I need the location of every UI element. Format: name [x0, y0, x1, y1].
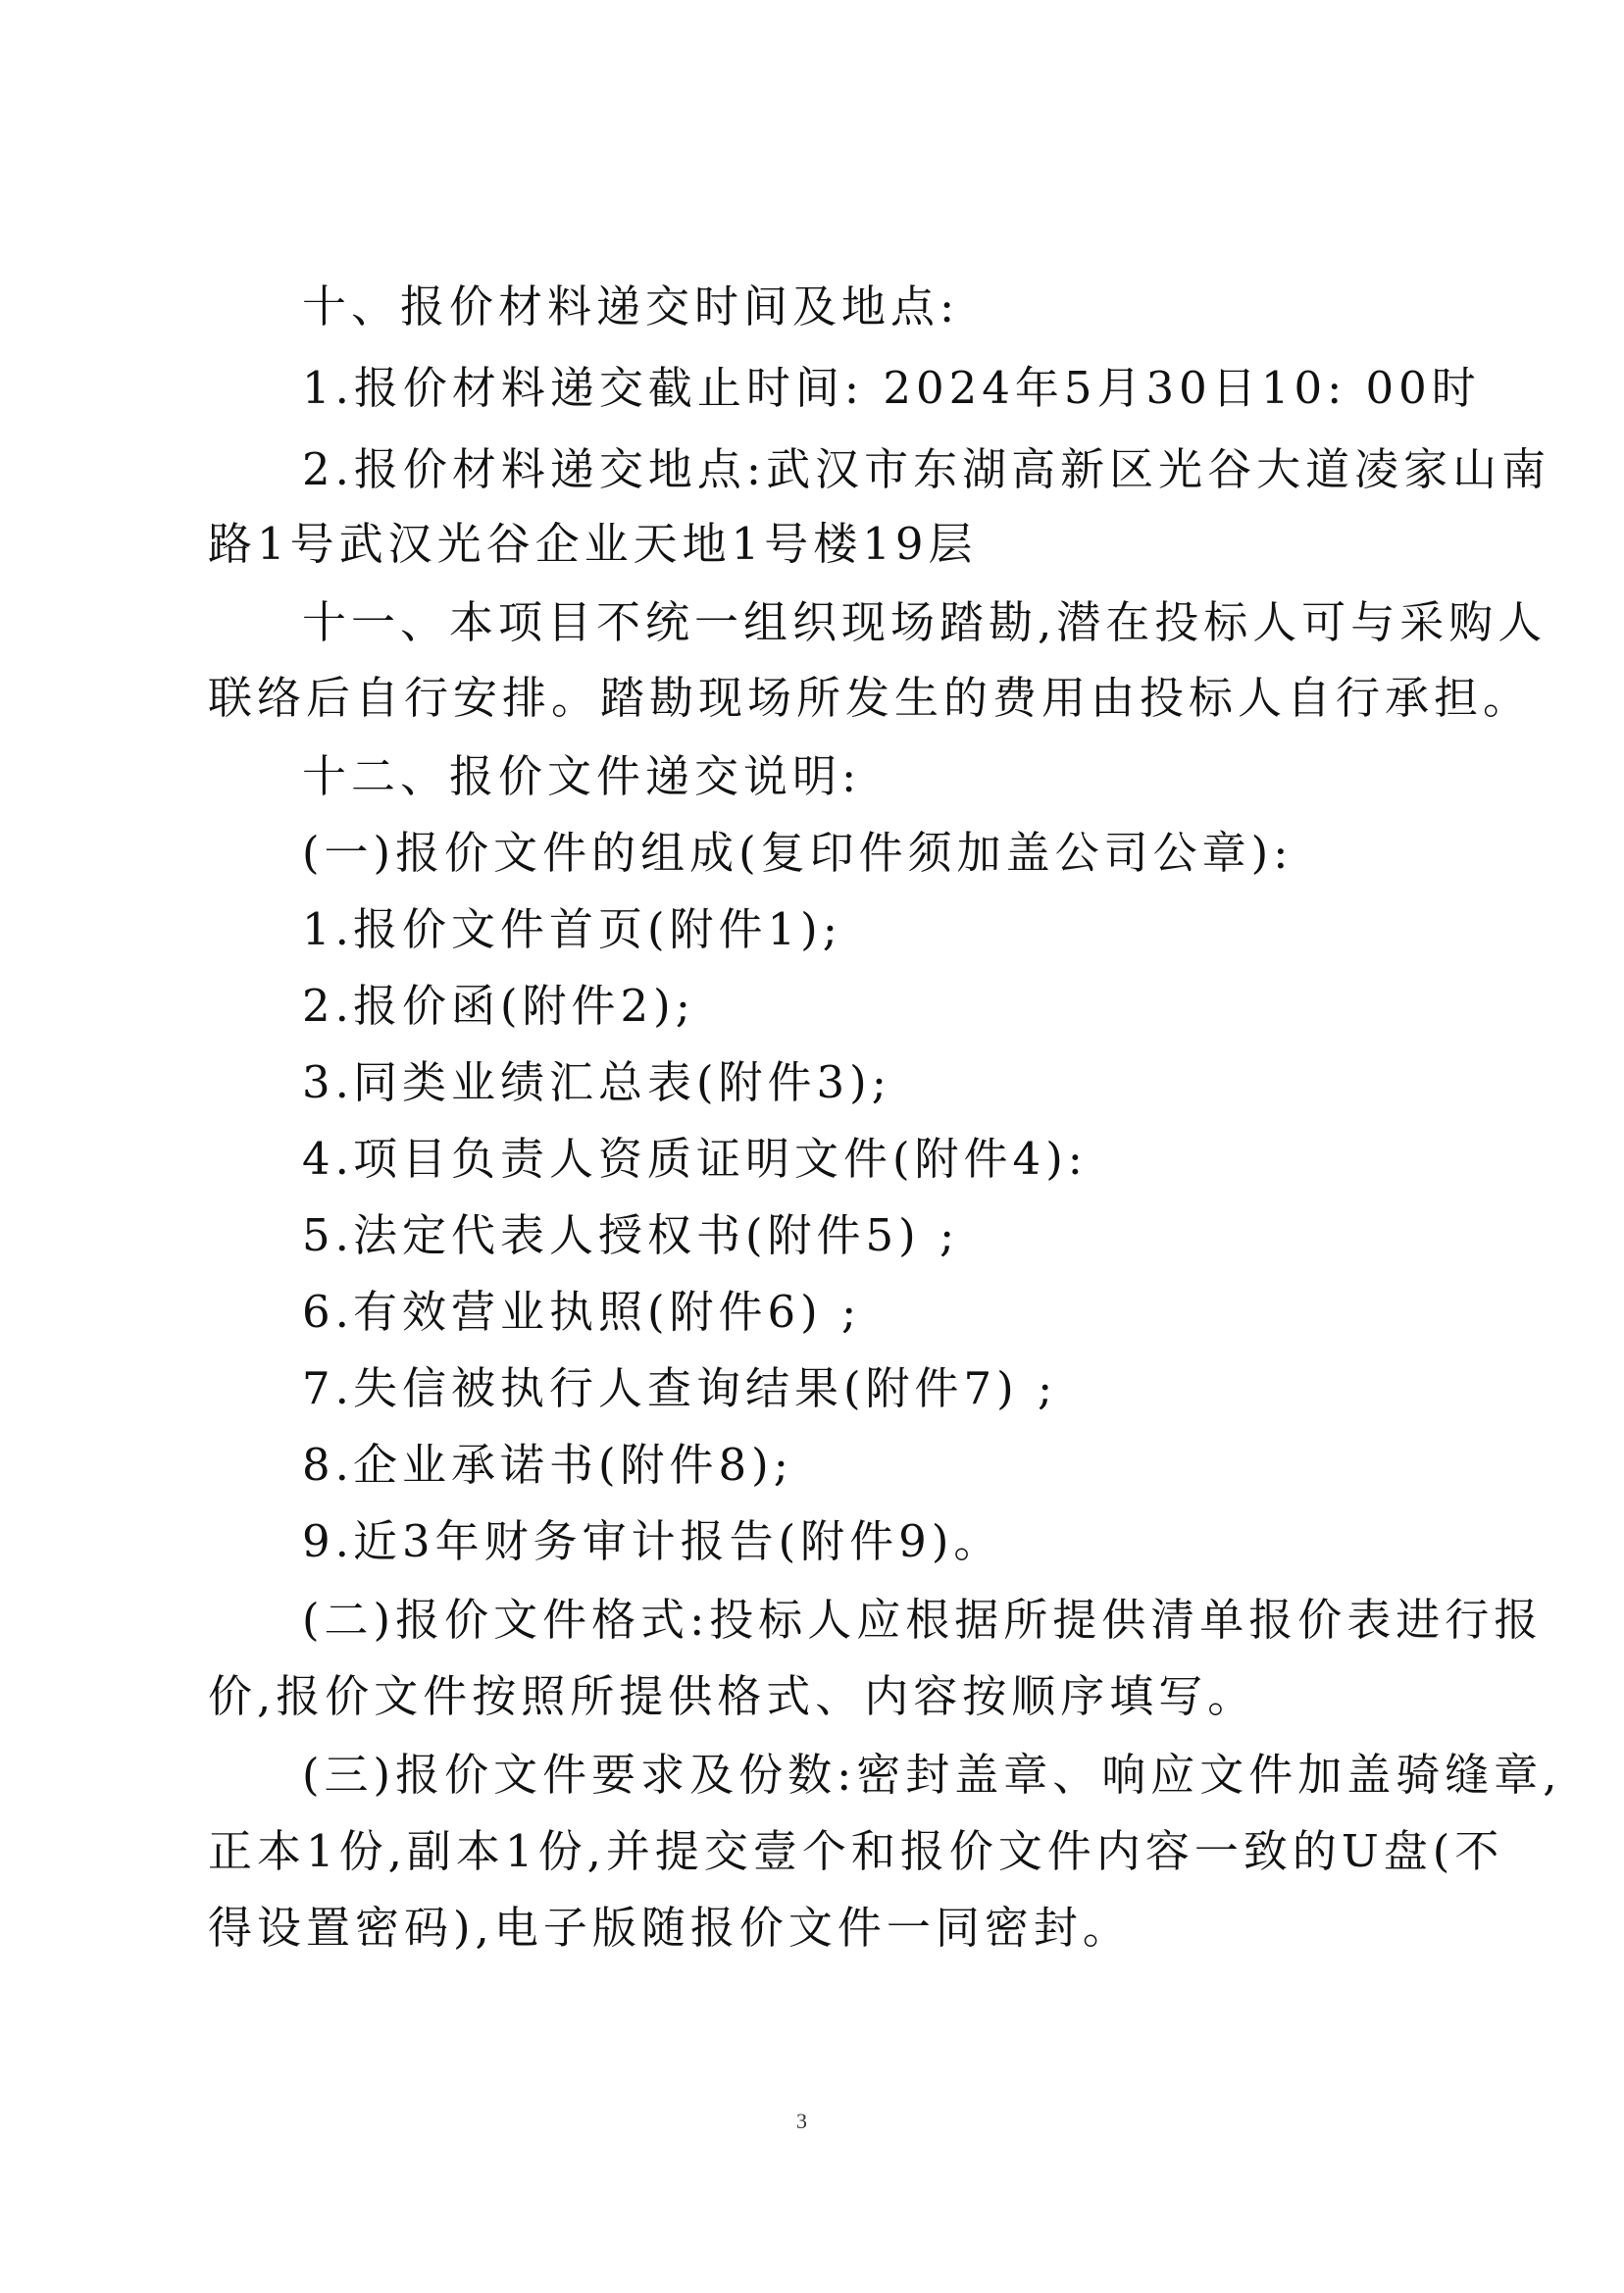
subsection-2-line2: 价,报价文件按照所提供格式、内容按顺序填写。 — [208, 1670, 1257, 1722]
section-10-heading: 十、报价材料递交时间及地点: — [302, 280, 960, 332]
list-item: 1.报价文件首页(附件1); — [302, 903, 842, 955]
list-item: 8.企业承诺书(附件8); — [302, 1439, 793, 1491]
list-item: 4.项目负责人资质证明文件(附件4): — [302, 1133, 1088, 1185]
subsection-3-line3: 得设置密码),电子版随报价文件一同密封。 — [208, 1902, 1132, 1954]
list-item: 2.报价函(附件2); — [302, 980, 695, 1032]
submission-deadline: 1.报价材料递交截止时间: 2024年5月30日10: 00时 — [302, 362, 1481, 414]
subsection-2-line1: (二)报价文件格式:投标人应根据所提供清单报价表进行报 — [302, 1594, 1544, 1646]
submission-location-line2: 路1号武汉光谷企业天地1号楼19层 — [208, 518, 978, 570]
list-item: 5.法定代表人授权书(附件5) ; — [302, 1209, 960, 1261]
section-12-heading: 十二、报价文件递交说明: — [302, 750, 862, 802]
section-11-line2: 联络后自行安排。踏勘现场所发生的费用由投标人自行承担。 — [208, 672, 1533, 724]
section-11-line1: 十一、本项目不统一组织现场踏勘,潜在投标人可与采购人 — [302, 596, 1548, 648]
list-item: 7.失信被执行人查询结果(附件7) ; — [302, 1362, 1058, 1414]
subsection-3-line1: (三)报价文件要求及份数:密封盖章、响应文件加盖骑缝章, — [302, 1749, 1562, 1801]
list-item: 9.近3年财务审计报告(附件9)。 — [302, 1515, 1003, 1567]
list-item: 6.有效营业执照(附件6) ; — [302, 1286, 862, 1338]
subsection-3-line2: 正本1份,副本1份,并提交壹个和报价文件内容一致的U盘(不 — [208, 1825, 1504, 1877]
submission-location-line1: 2.报价材料递交地点:武汉市东湖高新区光谷大道凌家山南 — [302, 443, 1551, 495]
subsection-1-heading: (一)报价文件的组成(复印件须加盖公司公章): — [302, 827, 1294, 879]
page-number: 3 — [796, 2109, 807, 2133]
list-item: 3.同类业绩汇总表(附件3); — [302, 1056, 891, 1108]
